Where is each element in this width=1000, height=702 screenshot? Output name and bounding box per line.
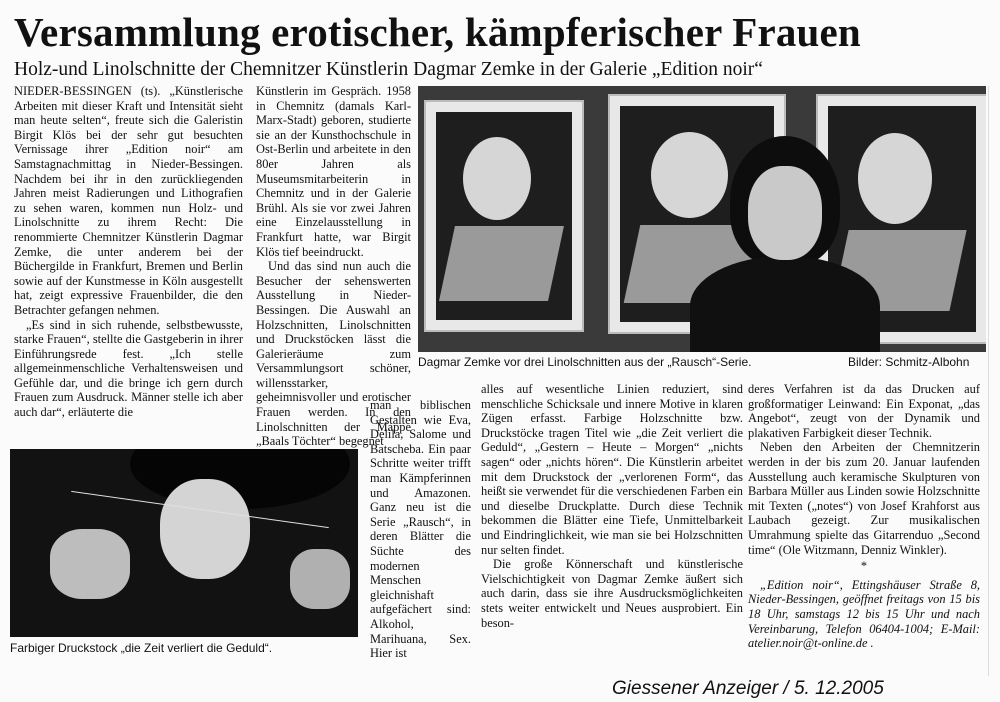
subheadline: Holz-und Linolschnitte der Chemnitzer Künstlerin Dagmar Zemke in der Galerie „Edition noir“ bbox=[14, 59, 763, 80]
column-2 bbox=[256, 84, 411, 449]
source-citation: Giessener Anzeiger / 5. 12.2005 bbox=[612, 678, 884, 699]
photo-caption-print: Farbiger Druckstock „die Zeit verliert die Geduld“. bbox=[10, 641, 273, 655]
paragraph-versatility: Die große Könnerschaft und künstlerische Vielschichtigkeit von Dagmar Zemke äußert sich auch darin, dass sie ihre Ausdrucksmöglichkeiten stets weiter entwickelt und Neues ausprobiert. Ein beson- bbox=[481, 557, 743, 630]
headline: Versammlung erotischer, kämpferischer Frauen bbox=[14, 9, 861, 55]
artist-portrait bbox=[680, 136, 890, 352]
column-2-continued bbox=[370, 398, 471, 661]
paragraph-exhibition: Und das sind nun auch die Besucher der sehenswerten Ausstellung in Nieder-Bessingen. Die Auswahl an Holzschnitten, Linolschnitten und Druckstöcken lässt die Galerieräume zum Versammlungsort schöner, willensstarker, geheimnisvoller und erotischer Frauen werden. In den Linolschnitten der Mappe „Baals Töchter“ begegnet bbox=[256, 259, 411, 449]
column-1 bbox=[14, 84, 243, 420]
photo-credit: Bilder: Schmitz-Albohn bbox=[848, 355, 970, 369]
separator-star: * bbox=[860, 559, 868, 574]
paragraph-biography: Künstlerin im Gespräch. 1958 in Chemnitz (damals Karl-Marx-Stadt) geboren, studierte sie an der Kunsthochschule in Ost-Berlin und arbeitete in den 80er Jahren als Museumsmitarbeiterin in Chemnitz und in der Galerie Brühl. Als sie vor zwei Jahren eine Einzelausstellung in Frankfurt hatte, war Birgit Klös tief beeindruckt. bbox=[256, 84, 411, 259]
paragraph-quote: „Es sind in sich ruhende, selbstbewusste, starke Frauen“, stellte die Gastgeberin in ihrer Einführungsrede fest. „Ich stelle allgemeinmenschliche Verhaltensweisen und Gefühle dar, und die bringe ich gern durch Frauen zum Ausdruck. Männer stelle ich aber auch dar“, erläuterte die bbox=[14, 317, 243, 420]
photo-artist-with-prints bbox=[418, 86, 986, 352]
print-frame-left bbox=[424, 100, 584, 332]
paragraph-technique: alles auf wesentliche Linien reduziert, sind menschliche Schicksale und innere Motive in klaren Zügen erfasst. Farbige Holzschnitte bzw. Druckstöcke tragen Titel wie „die Zeit verliert die Geduld“, „Gestern – Heute – Morgen“ „nichts sagen“ oder „nichts hören“. Die Künstlerin arbeitet mit dem Druckstock der „verlorenen Form“, das heißt sie verwendet für die verschiedenen Farben ein und dieselbe Druckplatte. Durch diese Technik bekommen die Blätter eine Tiefe, Unmittelbarkeit und Eindringlichkeit, wie man sie bei Holzschnitten nur selten findet. bbox=[481, 382, 743, 557]
photo-print-block bbox=[10, 449, 358, 637]
column-4 bbox=[748, 382, 980, 651]
adjacent-article-edge bbox=[988, 86, 1000, 676]
paragraph-series: man biblischen Gestalten wie Eva, Delila, Salome und Batscheba. Ein paar Schritte weiter trifft man Kämpferinnen und Amazonen. Ganz neu ist die Serie „Rausch“, in deren Blätter die Süchte des modernen Menschen gleichnishaft aufgefächert sind: Alkohol, Marihuana, Sex. Hier ist bbox=[370, 398, 471, 661]
paragraph-intro: NIEDER-BESSINGEN (ts). „Künstlerische Arbeiten mit dieser Kraft und Intensität sieht man heute selten“, freute sich die Galeristin Birgit Klös bei der sehr gut besuchten Vernissage ihrer „Edition noir“ am Samstagnachmittag in Nieder-Bessingen. Nachdem bei ihr in den zurückliegenden Jahren meist Radierungen und Lithografien zu sehen waren, kommen nun Holz- und Linolschnitte zu ihrem Recht: Die renommierte Chemnitzer Künstlerin Dagmar Zemke, die unter anderem bei der Büchergilde in Frankfurt, Bremen und Berlin sowie auf der Kunstmesse in Köln ausgestellt hat, zeigt expressive Frauenbilder, die den Betrachter gefangen nehmen. bbox=[14, 84, 243, 317]
column-3 bbox=[481, 382, 743, 630]
gallery-info: „Edition noir“, Ettingshäuser Straße 8, Nieder-Bessingen, geöffnet freitags von 15 bis 18 Uhr, samstags 12 bis 15 Uhr und nach Vereinbarung, Telefon 06404-1004; E-Mail: atelier.noir@t-online.de . bbox=[748, 577, 980, 651]
photo-caption-main: Dagmar Zemke vor drei Linolschnitten aus der „Rausch“-Serie. bbox=[418, 355, 752, 369]
paragraph-canvas: deres Verfahren ist da das Drucken auf großformatiger Leinwand: Ein Exponat, „das Angebot“, zeugt von der Dynamik und plakativen Farbigkeit dieser Technik. bbox=[748, 382, 980, 440]
paragraph-other-artists: Neben den Arbeiten der Chemnitzerin werden in der bis zum 20. Januar laufenden Ausstellung auch keramische Skulpturen von Barbara Müller aus Linden sowie Holzschnitte mit Texten („notes“) von Josef Krahforst aus Laubach gezeigt. Zur musikalischen Umrahmung spielte das Gitarrenduo „Second time“ (Ole Witzmann, Denniz Winkler). bbox=[748, 440, 980, 557]
